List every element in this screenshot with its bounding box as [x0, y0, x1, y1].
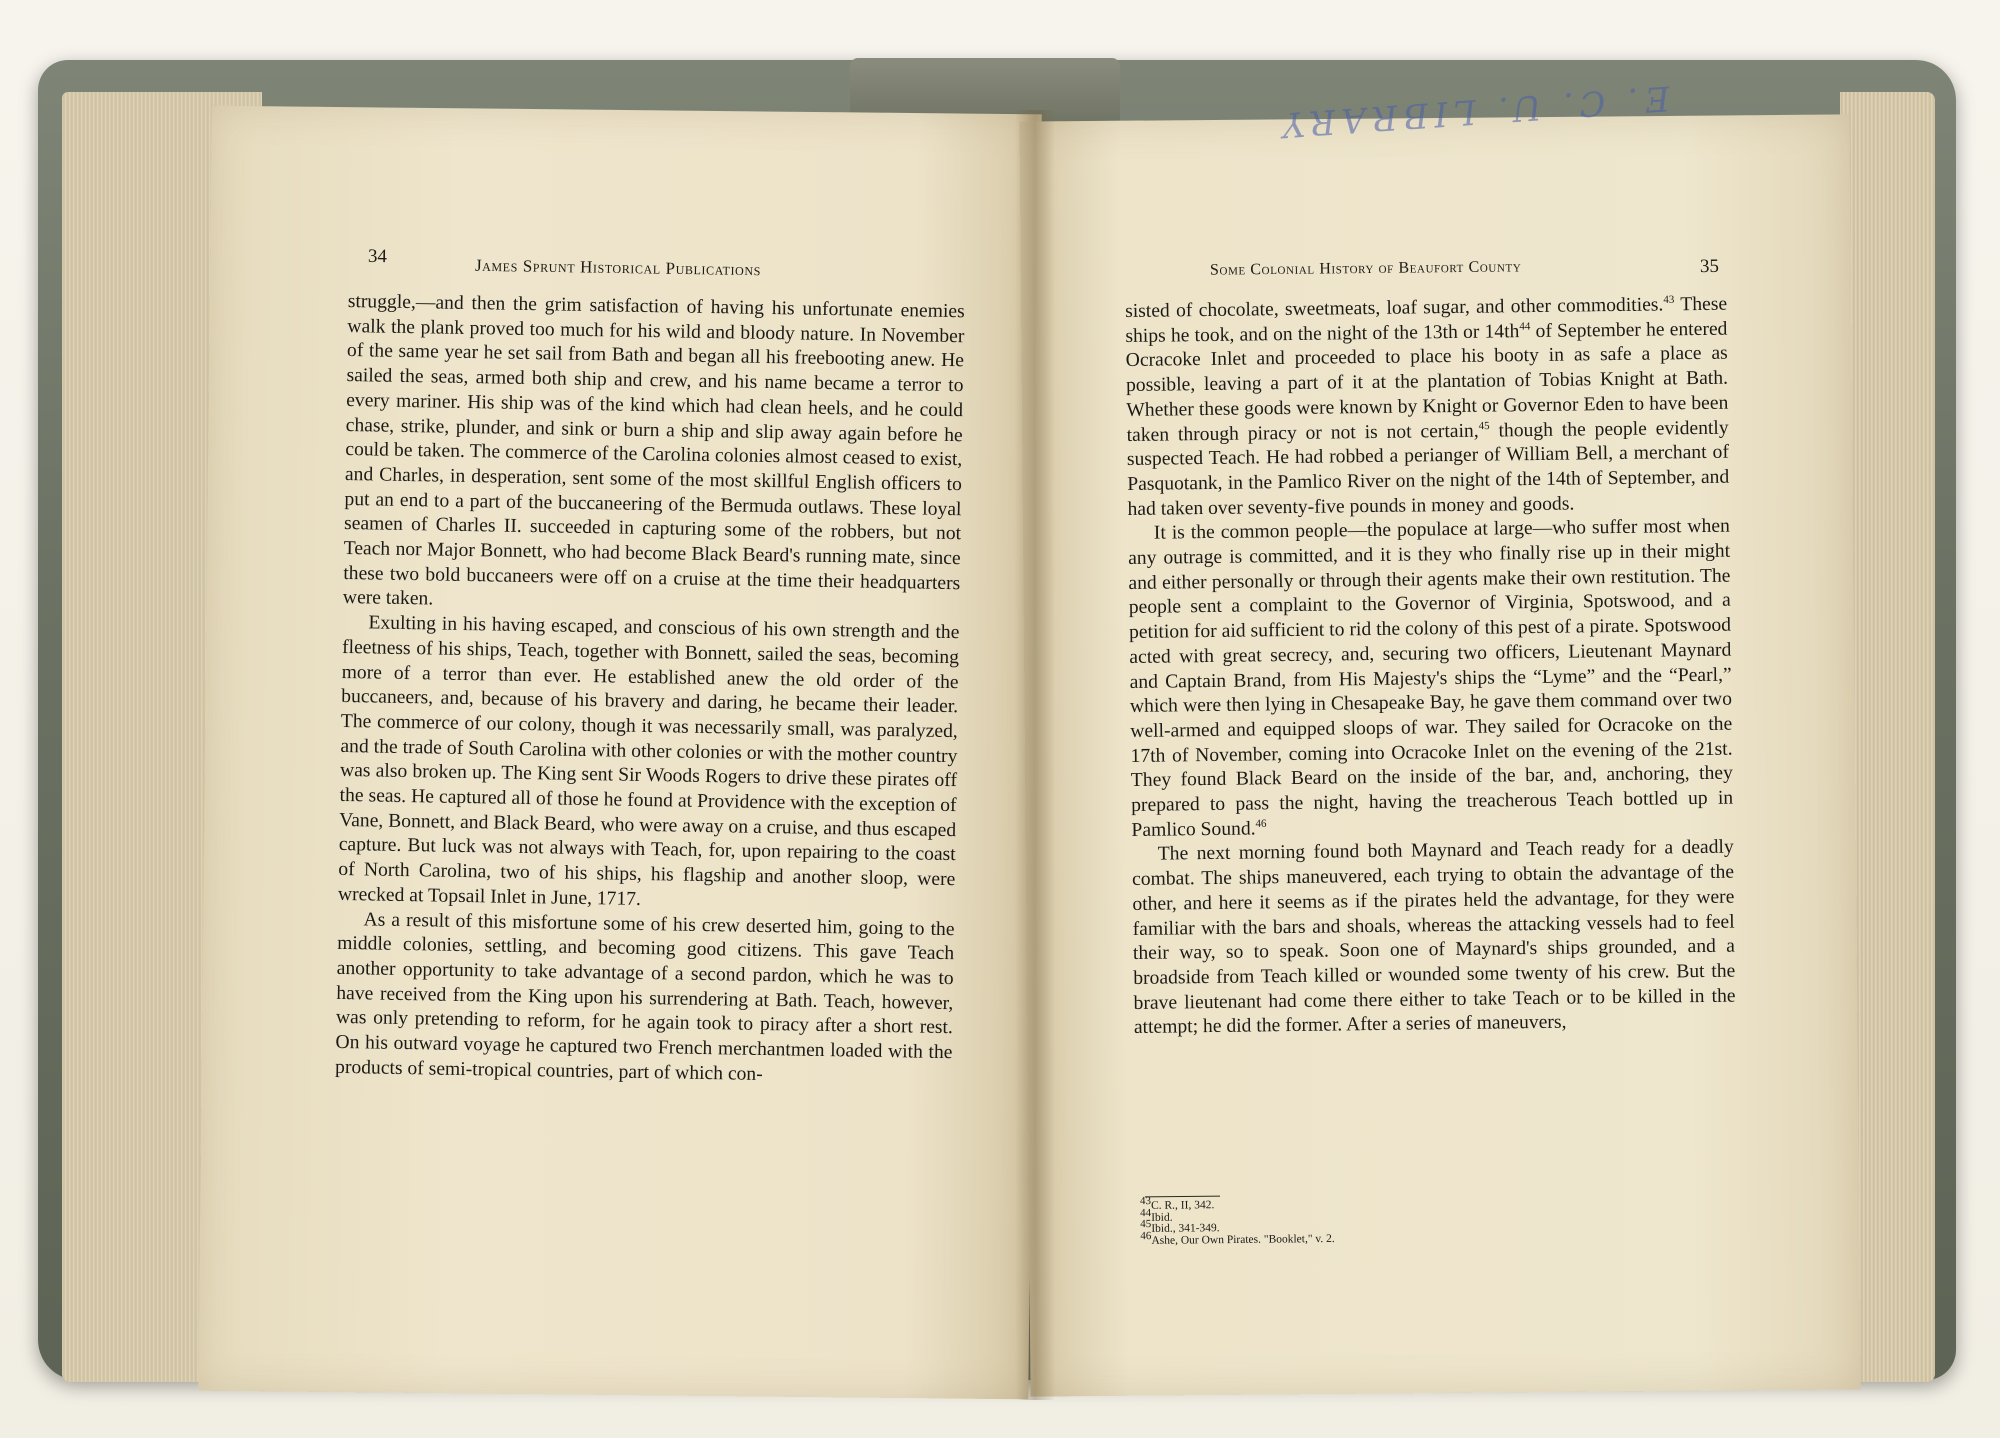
paragraph [1125, 293, 1730, 523]
paragraph: struggle,—and then the grim satisfaction of having his unfortunate enemies walk the plank proved too much for his wild and bloody nature. In November of the same year he set sail from Bath and began all his freebooting anew. He sailed the seas, armed both ship and crew, and his name became a terror to every mariner. His ship was of the kind which had clean heels, and he could chase, strike, plunder, and sink or burn a ship and slip away again before he could be taken. The commerce of the Carolina colonies almost ceased to exist, and Charles, in desperation, sent some of the most skillful English officers to put an end to a part of the buccaneering of the Bermuda outlaws. These loyal seamen of Charles II. succeeded in capturing some of the robbers, but not Teach nor Major Bonnett, who had become Black Beard's running mate, since these two bold buccaneers were off on a cruise at the time their headquarters were taken. [342, 290, 965, 610]
footnote-text: C. R., II, 342. [1150, 1199, 1215, 1212]
footnote-number: 46 [1140, 1229, 1152, 1242]
paragraph [1128, 515, 1734, 843]
paragraph: Exulting in his having escaped, and conscious of his own strength and the fleetness of his ships, Teach, together with Bonnett, sailed the seas, becoming more of a terror than ever. He established anew the old order of the buccaneers, and, because of his bravery and daring, he became their leader. The commerce of our colony, though it was necessarily small, was paralyzed, and the trade of South Carolina with other colonies or with the mother country was also broken up. The King sent Sir Woods Rogers to drive these pirates off the seas. He captured all of those he found at Providence with the exception of Vane, Bonnett, and Black Beard, who were away on a cruise, and thus escaped capture. But luck was not always with Teach, for, upon repairing to the coast of North Carolina, two of his ships, his flagship and another sloop, were wrecked at Topsail Inlet in June, 1717. [337, 612, 960, 910]
paragraph-text: These ships he took, and on the night of the 13th or 14th [1125, 293, 1728, 347]
paragraph-text: sisted of chocolate, sweetmeats, loaf sugar, and other commodities. [1125, 294, 1664, 322]
paragraph-text: It is the common people—the populace at large—who suffer most when any outrage is committed, and it is they who finally rise up in their might and either personally or through their agents make their own restitution. The people sent a complaint to the Governor of Virginia, Spotswood, and a petition for aid sufficient to rid the colony of this pest of a pirate. Spotswood acted with great secrecy, and, securing two officers, Lieutenant Maynard and Captain Brand, from His Majesty's ships the “Lyme” and the “Pearl,” which were then lying in Chesapeake Bay, he gave them command over two well-armed and equipped sloops of war. They sailed for Ocracoke on the 17th of November, coming into Ocracoke Inlet on the evening of the 21st. They found Black Beard on the inside of the bar, and, anchoring, they prepared to pass the night, having the treacherous Teach bottled up in Pamlico Sound. [1128, 515, 1734, 841]
paragraph-text: of September he entered Ocracoke Inlet and proceeded to place his booty in as safe a place as possible, leaving a part of it at the plantation of Tobias Knight at Bath. Whether these goods were known by Knight or Governor Eden to have been taken through piracy or not is not certain, [1125, 318, 1729, 446]
left-page-number: 34 [367, 245, 388, 268]
footnote-ref: 44 [1519, 320, 1531, 333]
footnote-ref: 46 [1255, 817, 1267, 830]
book-gutter [1015, 110, 1055, 1400]
paragraph-text: though the people evidently suspected Teach. He had robbed a perianger of William Bell, a merchant of Pasquotank, in the Pamlico River on the night of the 14th of September, and had taken over seventy-five pounds in money and goods. [1126, 417, 1730, 520]
left-running-head: James Sprunt Historical Publications [474, 255, 762, 280]
footnote-number: 45 [1140, 1218, 1152, 1231]
footnote-text: Ashe, Our Own Pirates. "Booklet," v. 2. [1151, 1232, 1335, 1247]
right-page-number: 35 [1699, 255, 1720, 278]
left-page-body [335, 290, 965, 1091]
footnote-text: Ibid., 341-349. [1151, 1222, 1220, 1235]
footnote-number: 43 [1139, 1195, 1152, 1208]
library-stamp: E. C. U. LIBRARY [1274, 77, 1671, 145]
right-running-head: Some Colonial History of Beaufort County [1209, 258, 1522, 279]
paragraph: As a result of this misfortune some of his crew deserted him, going to the middle colonies, settling, and becoming good citizens. This gave Teach another opportunity to take advantage of a second pardon, which he was to have received from the King upon his surrendering at Bath. Teach, however, was only pretending to reform, for he again took to piracy after a short rest. On his outward voyage he captured two French merchantmen loaded with the products of semi-tropical countries, part of which con- [334, 908, 955, 1085]
footnote-ref: 43 [1663, 293, 1675, 306]
paragraph: The next morning found both Maynard and Teach ready for a deadly combat. The ships maneuvered, each trying to obtain the advantage of the other, and here it seems as if the pirates held the advantage, for they were familiar with the bars and shoals, whereas the attacking vessels had to feel their way, so to speak. Soon one of Maynard's ships grounded, and a broadside from Teach killed or wounded some twenty of his crew. But the brave lieutenant had come there either to take Teach or to be killed in the attempt; he did the former. After a series of maneuvers, [1131, 837, 1736, 1039]
footnote-text: Ibid. [1151, 1211, 1173, 1224]
right-page-body [1125, 293, 1736, 1041]
footnote-number: 44 [1140, 1206, 1152, 1219]
footnotes [1140, 1197, 1540, 1247]
footnote-ref: 45 [1478, 419, 1490, 432]
